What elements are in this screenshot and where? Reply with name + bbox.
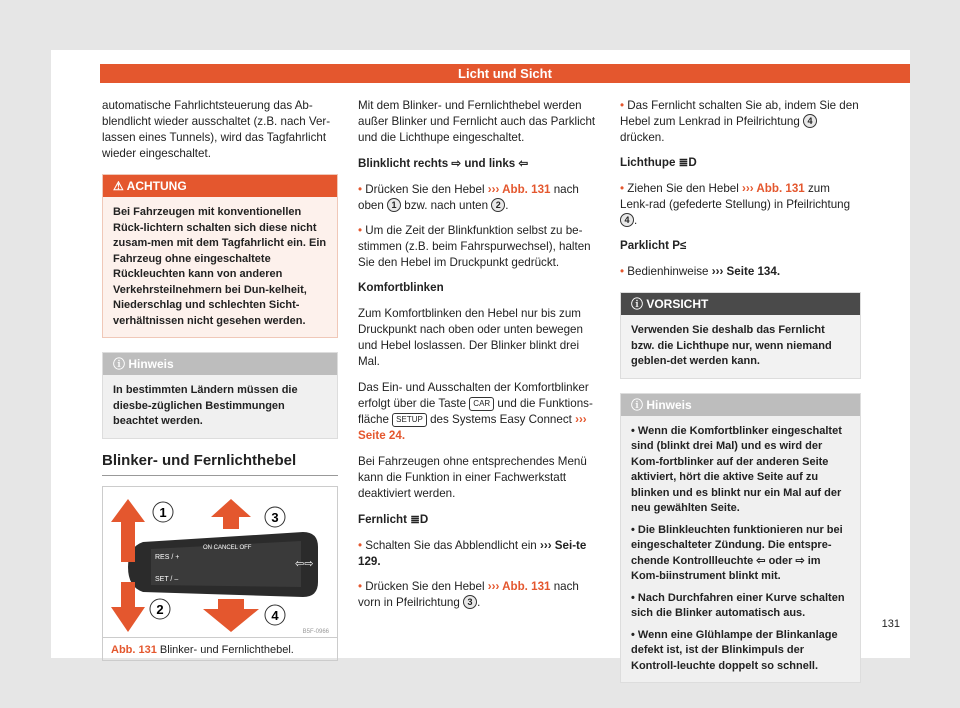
label-2: 2 <box>156 601 164 617</box>
arrow-back-icon <box>203 599 259 632</box>
car-key: CAR <box>469 397 494 411</box>
ref-link[interactable]: ››› Abb. 131 <box>487 183 551 196</box>
note-item: • Wenn die Komfortblinker eingeschaltet sind (blinkt drei Mal) und es wird der Kom-fortblinker auf der anderen Seite aktiviert, hört die aktive Seite auf zu blinken und es blinkt nur ein Mal auf der neu gewählten Seite. <box>631 424 842 514</box>
lever-set-text: SET / – <box>155 575 179 583</box>
caption-text: Blinker- und Fernlichthebel. <box>159 643 294 656</box>
caution-icon: ⓘ <box>631 297 647 311</box>
note-box <box>102 352 338 439</box>
heading-blinklicht: Blinklicht rechts ⇨ und links ⇦ <box>358 157 529 170</box>
ref-link[interactable]: ››› Abb. 131 <box>742 182 805 195</box>
bullet-4: • Drücken Sie den Hebel ››› Abb. 131 nach vorn in Pfeilrichtung 3 . <box>358 580 579 609</box>
warning-box <box>102 174 338 338</box>
lever-on-text: ON CANCEL OFF <box>203 544 252 551</box>
high-beam-icon: ≣D <box>678 156 697 169</box>
bullet-lichthupe: • Ziehen Sie den Hebel ››› Abb. 131 zum Lenk-rad (gefederte Stellung) in Pfeilrichtung 4 . <box>620 182 851 227</box>
note-box-2 <box>620 393 861 684</box>
manual-page <box>51 50 910 672</box>
intro-paragraph: automatische Fahrlichtsteuerung das Ab-blendlicht wieder ausschaltet (z.B. nach Ver-lassen eines Tunnels), wird das Tagfahrlicht wieder eingeschaltet. <box>102 99 331 160</box>
figure <box>102 486 338 661</box>
warning-header <box>103 175 337 197</box>
section-title: Blinker- und Fernlichthebel <box>102 453 338 476</box>
heading-komfortblinken: Komfortblinken <box>358 281 444 294</box>
note-list <box>621 416 860 683</box>
label-1: 1 <box>159 504 167 520</box>
note-header-2: ⓘ Hinweis <box>621 394 860 416</box>
info-icon: ⓘ <box>631 397 647 412</box>
column-2 <box>358 98 602 620</box>
bullet-parklicht: • Bedienhinweise ››› Seite 134. <box>620 265 781 278</box>
note-text: In bestimmten Ländern müssen die diesbe-züglichen Bestimmungen beachtet werden. <box>113 384 298 427</box>
section-header: Licht und Sicht <box>100 64 910 83</box>
lever-illustration <box>103 487 337 637</box>
note-header <box>103 353 337 375</box>
intro-p: Mit dem Blinker- und Fernlichthebel werden außer Blinker und Fernlicht auch das Parklicht und die Lichthupe eingeschaltet. <box>358 99 596 144</box>
paragraph-komfort: Zum Komfortblinken den Hebel nur bis zum Druckpunkt nach oben oder unten bewegen und Hebel loslassen. Der Blinker blinkt drei Mal. <box>358 307 583 368</box>
note-item: • Wenn eine Glühlampe der Blinkanlage defekt ist, ist der Blinkimpuls der Kontroll-leuchte doppelt so schnell. <box>631 628 838 672</box>
figure-code: B5F-0966 <box>302 628 329 635</box>
note-title: Hinweis <box>128 357 174 371</box>
column-1 <box>102 98 338 661</box>
figure-caption <box>103 637 337 660</box>
caution-box <box>620 292 861 379</box>
lever-drawing <box>103 487 339 637</box>
arrow-forward-icon <box>211 499 251 529</box>
ref-link[interactable]: ››› Seite 134. <box>711 265 781 278</box>
heading-parklicht: Parklicht P≤ <box>620 239 687 252</box>
ref-link[interactable]: ››› Seite 24. <box>358 413 587 442</box>
bullet-3: • Schalten Sie das Abblendlicht ein ››› Sei-te 129. <box>358 539 587 568</box>
warning-text: Bei Fahrzeugen mit konventionellen Rück-lichtern schalten sich diese nicht zusam-men mit dem Tagfahrlicht ein. Ein Fahrzeug ohne eingeschaltete Rückleuchten kann von anderen Verkehrsteilnehmern bei Dun-kelheit, Niederschlag und schlechten Sicht-verhältnissen nicht gesehen werden. <box>113 206 327 327</box>
ref-link[interactable]: ››› Abb. 131 <box>487 580 551 593</box>
column-3 <box>620 98 861 697</box>
turn-signal-icon: ⇦⇨ <box>295 556 314 570</box>
ref-link[interactable]: ››› Sei-te 129. <box>358 539 587 568</box>
info-icon: ⓘ <box>113 357 129 371</box>
note-item: • Nach Durchfahren einer Kurve schalten sich die Blinker automatisch aus. <box>631 591 845 619</box>
warning-icon: ⚠ <box>113 179 127 193</box>
high-beam-icon: ≣D <box>410 513 429 526</box>
page-number: 131 <box>881 618 900 630</box>
label-4: 4 <box>271 607 279 623</box>
caution-text: Verwenden Sie deshalb das Fernlicht bzw. die Lichthupe nur, wenn niemand geblen-det werden kann. <box>631 324 832 367</box>
heading-lichthupe: Lichthupe ≣D <box>620 156 697 169</box>
caption-ref: Abb. 131 <box>111 643 157 656</box>
bullet-1: • Drücken Sie den Hebel ››› Abb. 131 nach oben 1 bzw. nach unten 2 . <box>358 183 579 212</box>
bullet-fernlicht-aus: • Das Fernlicht schalten Sie ab, indem Sie den Hebel zum Lenkrad in Pfeilrichtung 4 drücken. <box>620 99 859 144</box>
heading-fernlicht: Fernlicht ≣D <box>358 513 429 526</box>
note-item: • Die Blinkleuchten funktionieren nur bei eingeschalteter Zündung. Die entspre-chende Kontrollleuchte ⇦ oder ⇨ im Kom-biinstrument blinkt mit. <box>631 523 843 582</box>
parking-light-icon: P≤ <box>672 239 687 252</box>
lever-res-text: RES / + <box>155 553 180 561</box>
label-3: 3 <box>271 509 279 525</box>
paragraph-werkstatt: Bei Fahrzeugen ohne entsprechendes Menü kann die Funktion in einer Fachwerkstatt deaktiviert werden. <box>358 455 587 500</box>
setup-key: SETUP <box>392 413 427 427</box>
warning-title: ACHTUNG <box>126 179 187 193</box>
bullet-2: • Um die Zeit der Blinkfunktion selbst zu be-stimmen (z.B. beim Fahrspurwechsel), halten Sie den Hebel im Druckpunkt gedrückt. <box>358 224 591 269</box>
caution-header: ⓘ VORSICHT <box>621 293 860 315</box>
paragraph-setup: Das Ein- und Ausschalten der Komfortblinker erfolgt über die Taste CAR und die Funktions-fläche SETUP des Systems Easy Connect ››› Seite 24. <box>358 381 593 442</box>
